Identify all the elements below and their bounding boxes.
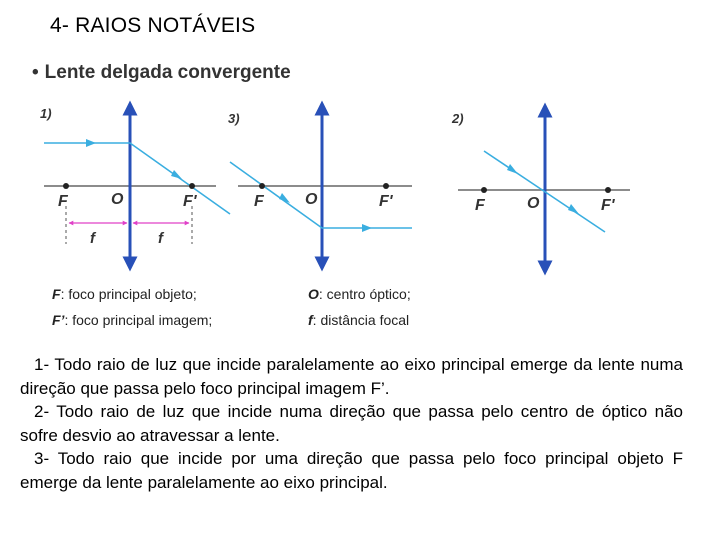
diagram-1-number: 1) [40,106,52,121]
focus-point-F [481,187,487,193]
label-Fp: F' [601,197,615,214]
subtitle-text: Lente delgada convergente [44,62,291,83]
legend-symbol: f [308,312,313,328]
diagram-2-number: 2) [452,111,464,126]
page-title: 4- RAIOS NOTÁVEIS [50,14,256,37]
diagram-3 [228,108,412,264]
incident-ray [44,143,230,214]
label-f2: f [158,230,163,247]
diagram-2 [451,110,630,268]
ray-arrow-icon [568,204,579,214]
ray-arrow-icon [86,139,96,147]
legend-text: : centro óptico; [318,286,411,302]
legend-text: : distância focal [312,312,410,328]
legend-symbol: F [52,286,61,302]
ray-arrow-icon [507,164,518,174]
label-F: F [475,197,485,214]
label-F: F [254,193,264,210]
legend-text: : foco principal imagem; [64,312,213,328]
diagram-1 [40,106,230,264]
legend-symbol: F’ [52,312,65,328]
ray-arrow-icon [362,224,372,232]
label-F: F [58,193,68,210]
legend-Fp [52,312,212,328]
legend-text: : foco principal objeto; [60,286,197,302]
rule-3: 3- Todo raio que incide por uma direção que passa pelo foco principal objeto F emerge da lente paralelamente ao eixo principal. [20,449,683,492]
ray-arrow-icon [171,170,182,179]
label-O: O [305,191,318,208]
label-Fp: F' [183,193,197,210]
legend-O [308,286,411,302]
legend-symbol: O [308,286,319,302]
focus-point-Fp [605,187,611,193]
rule-1: 1- Todo raio de luz que incide paralelamente ao eixo principal emerge da lente numa direção que passa pelo foco principal imagem F’. [20,355,683,398]
label-O: O [527,195,540,212]
focus-point-F [63,183,69,189]
rule-2: 2- Todo raio de luz que incide numa direção que passa pelo centro de óptico não sofre desvio ao atravessar a lente. [20,402,683,445]
diagram-3-number: 3) [228,111,240,126]
focus-point-Fp [383,183,389,189]
label-Fp: F' [379,193,393,210]
legend-F [52,286,197,302]
rules-text [20,353,683,494]
label-O: O [111,191,124,208]
focus-point-Fp [189,183,195,189]
focus-point-F [259,183,265,189]
bullet-icon: • [32,62,39,83]
label-f1: f [90,230,95,247]
legend-f [308,312,409,328]
